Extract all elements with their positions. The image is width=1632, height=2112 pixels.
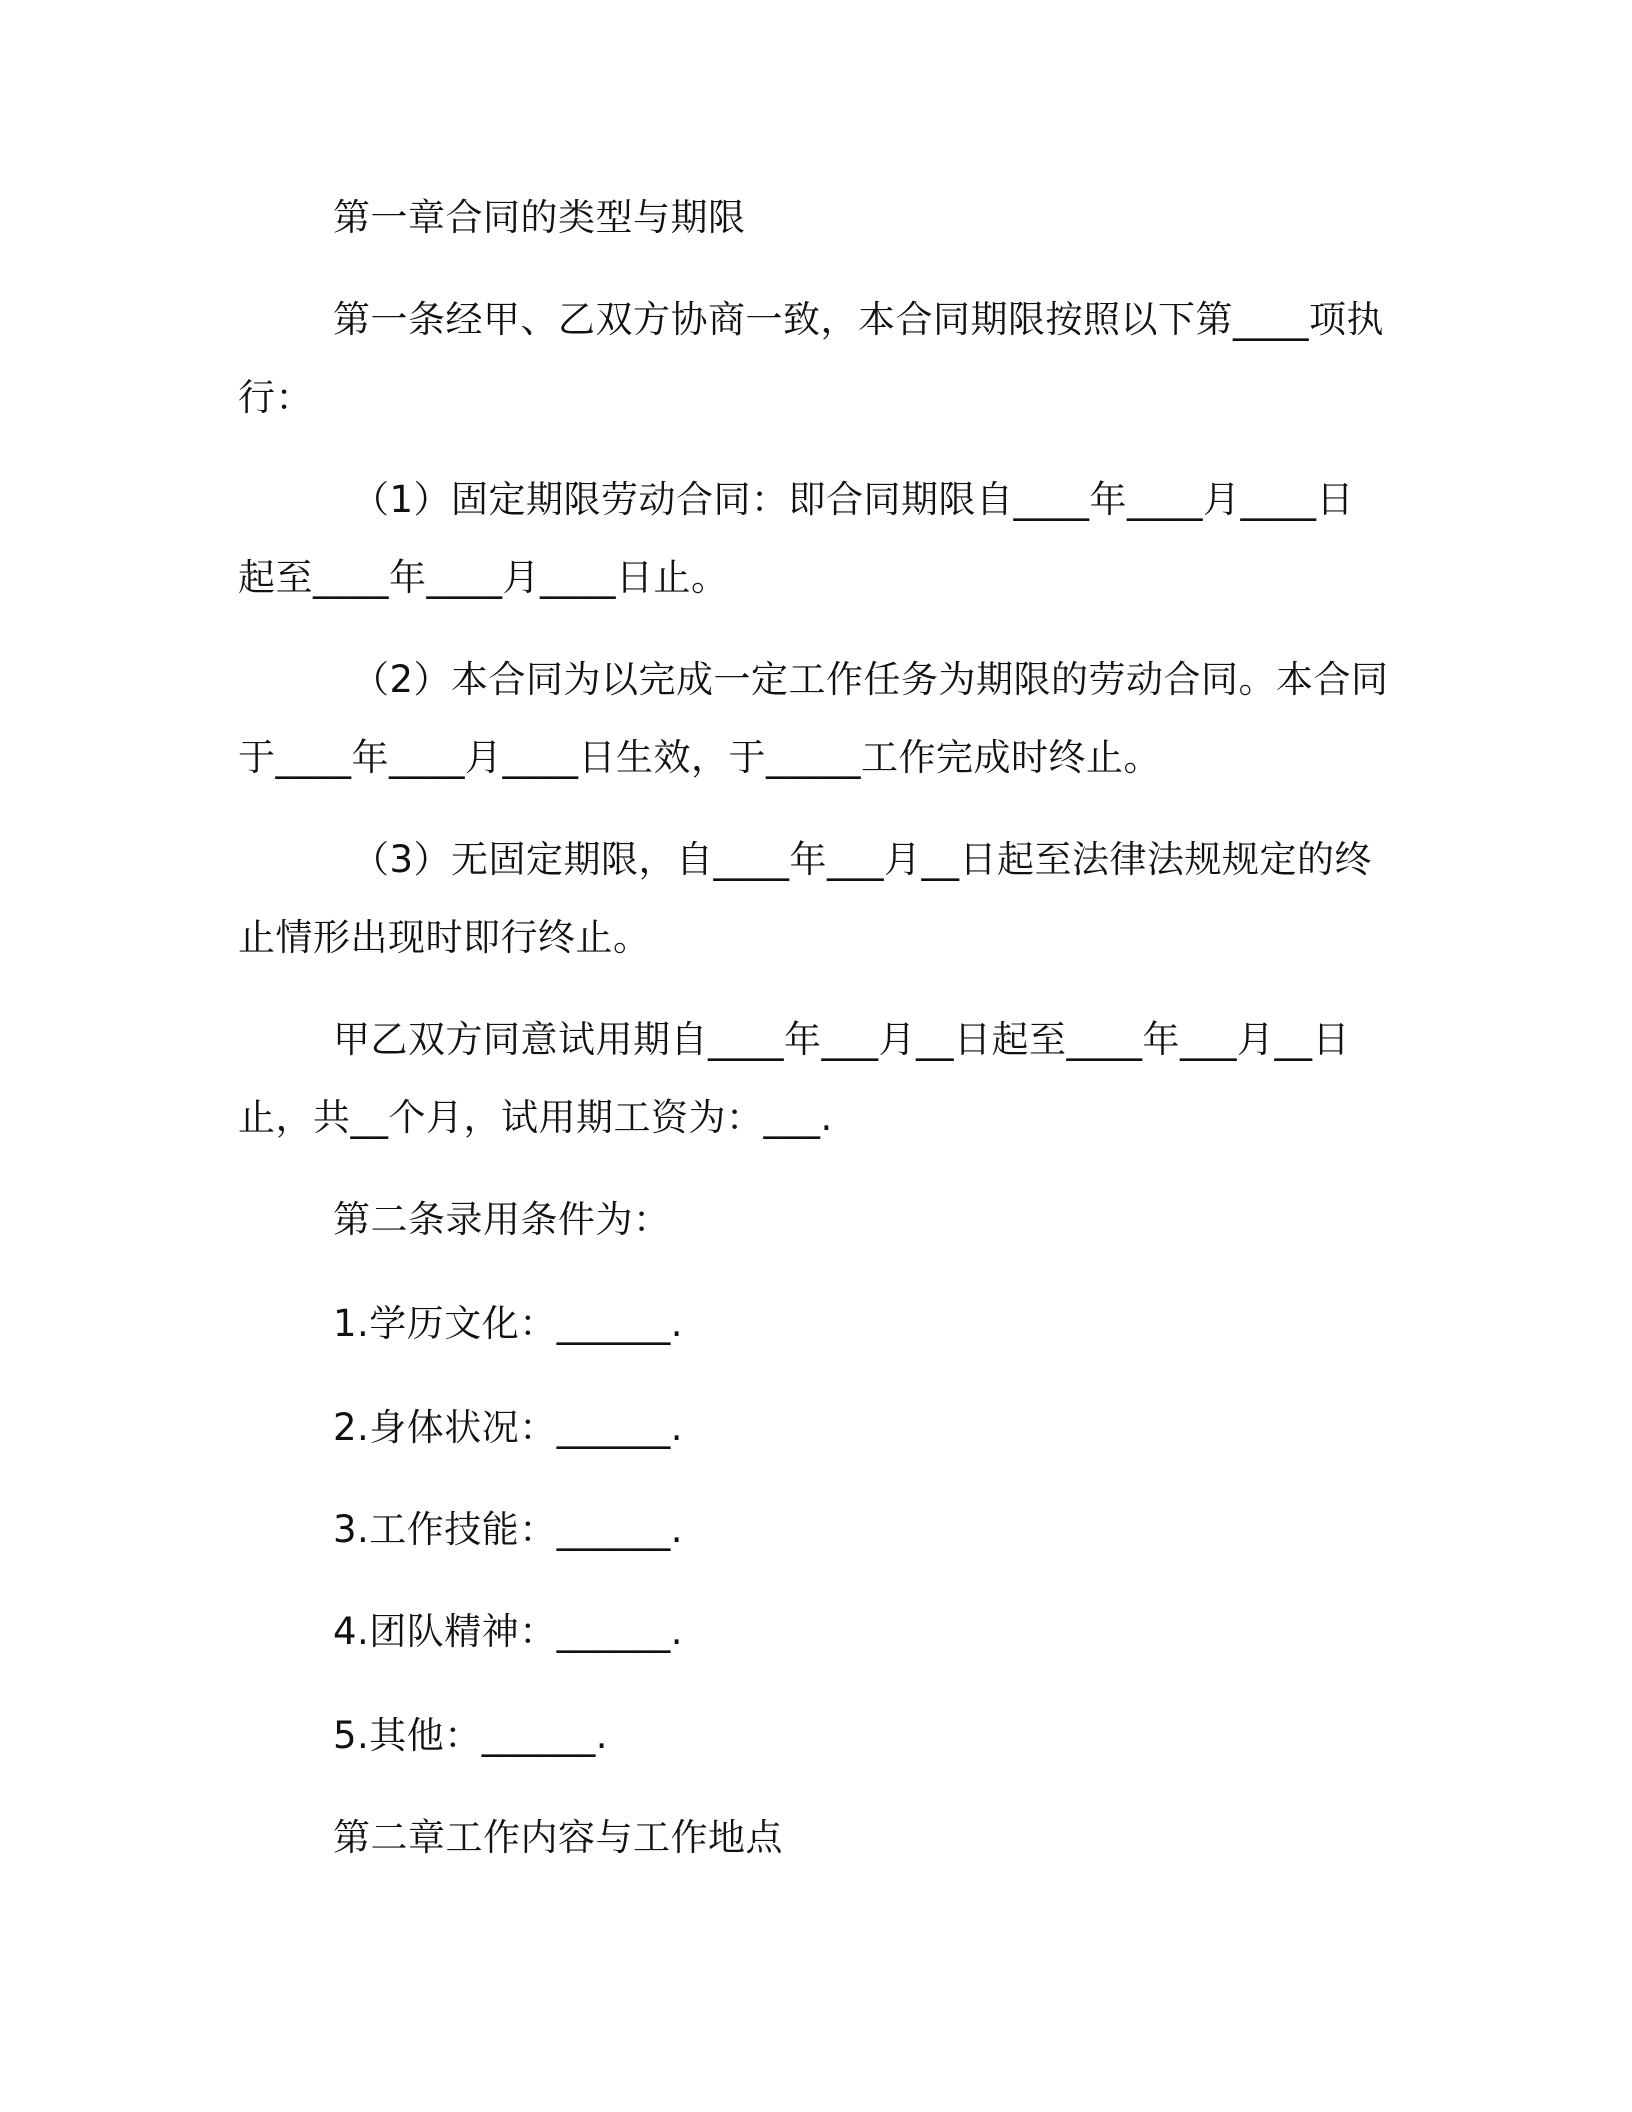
item-1-line-2: 起至____年____月____日止。 [238,556,729,599]
probation-line-2: 止，共__个月，试用期工资为：___. [238,1096,833,1139]
item-3-line-1: （3）无固定期限，自____年___月__日起至法律法规规定的终 [352,838,1373,881]
probation-line-1: 甲乙双方同意试用期自____年___月__日起至____年___月__日 [333,1018,1350,1061]
condition-item: 2.身体状况：______. [333,1406,684,1449]
item-1-line-1: （1）固定期限劳动合同：即合同期限自____年____月____日 [352,478,1355,521]
item-2-line-2: 于____年____月____日生效，于_____工作完成时终止。 [238,736,1161,779]
condition-item: 5.其他：______. [333,1714,609,1757]
article-1-line-1: 第一条经甲、乙双方协商一致，本合同期限按照以下第____项执 [333,298,1384,341]
article-1-line-2: 行： [238,376,313,419]
condition-item: 4.团队精神：______. [333,1610,684,1653]
chapter-heading: 第二章工作内容与工作地点 [333,1816,783,1859]
condition-item: 1.学历文化：______. [333,1302,684,1345]
item-2-line-1: （2）本合同为以完成一定工作任务为期限的劳动合同。本合同 [352,658,1389,701]
condition-item: 3.工作技能：______. [333,1508,684,1551]
chapter-heading: 第一章合同的类型与期限 [333,196,746,239]
article-2-heading: 第二条录用条件为： [333,1198,671,1241]
item-3-line-2: 止情形出现时即行终止。 [238,916,651,959]
